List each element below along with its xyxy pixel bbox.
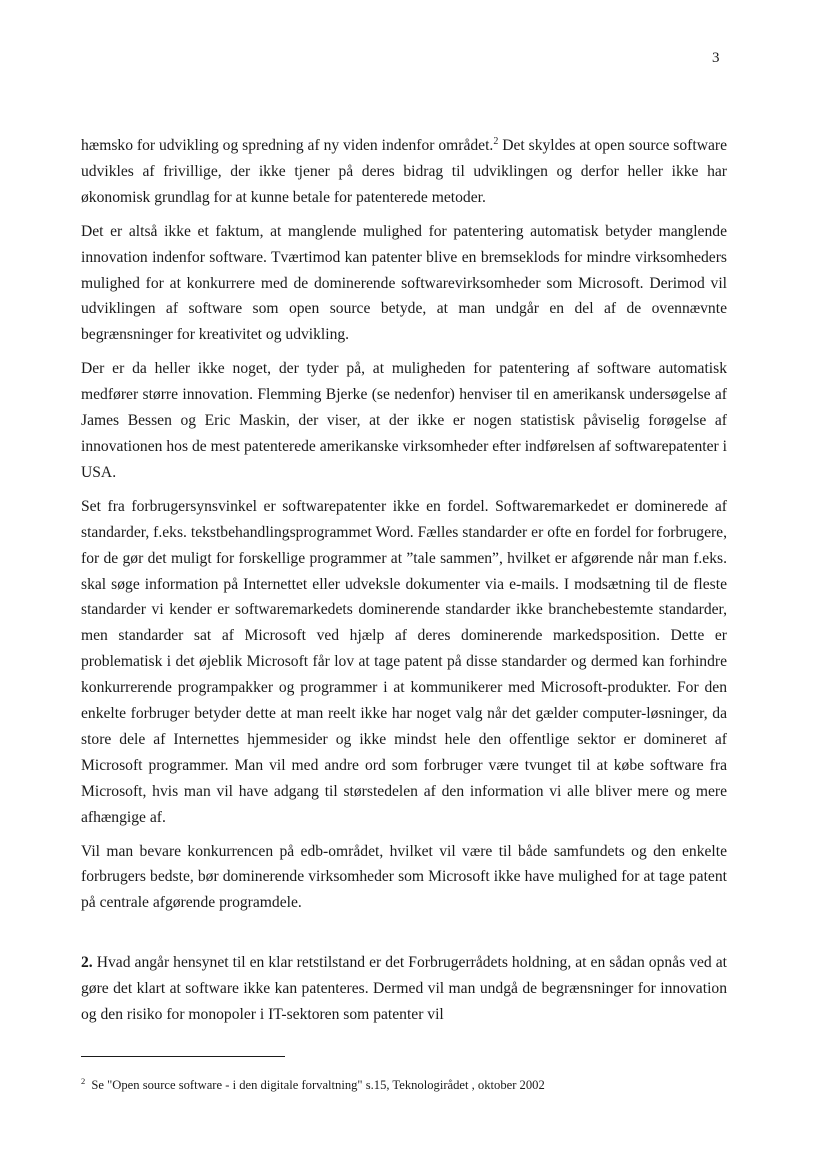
footnote-divider — [81, 1056, 285, 1057]
page-number: 3 — [712, 50, 720, 66]
paragraph-1-text-after-ref: Det skyldes at open source software udvikles af frivillige, der ikke tjener på deres bidrag til udviklingen og derfor heller ikke har økonomisk grundlag for at kunne betale for patenterede metoder. — [81, 137, 727, 206]
footnote — [81, 1076, 727, 1094]
paragraph-1 — [81, 133, 727, 211]
body-text — [81, 133, 727, 1036]
paragraph-3: Der er da heller ikke noget, der tyder på, at muligheden for patentering af software automatisk medfører større innovation. Flemming Bjerke (se nedenfor) henviser til en amerikansk undersøgelse af James Bessen og Eric Maskin, der viser, at der ikke er nogen statistisk påviselig forøgelse af innovationen hos de mest patenterede amerikanske virksomheder efter indførelsen af softwarepatenter i USA. — [81, 360, 727, 481]
section-2-paragraph — [81, 950, 727, 1028]
section-2-text: Hvad angår hensynet til en klar retstilstand er det Forbrugerrådets holdning, at en sådan opnås ved at gøre det klart at software ikke kan patenteres. Dermed vil man undgå de begrænsninger for innovation og den risiko for monopoler i IT-sektoren som patenter vil — [81, 954, 727, 1024]
paragraph-1-text-before-ref: hæmsko for udvikling og spredning af ny viden indenfor området. — [81, 137, 494, 154]
footnote-text: Se "Open source software - i den digitale forvaltning" s.15, Teknologirådet , oktober 2002 — [88, 1078, 545, 1092]
footnote-number: 2 — [81, 1075, 86, 1086]
section-2-number: 2. — [81, 954, 93, 972]
paragraph-4: Set fra forbrugersynsvinkel er softwarepatenter ikke en fordel. Softwaremarkedet er dominerede af standarder, f.eks. tekstbehandlingsprogrammet Word. Fælles standarder er ofte en fordel for forbrugere, for de gør det muligt for forskellige programmer at ”tale sammen”, hvilket er afgørende når man f.eks. skal søge information på Internettet eller udveksle dokumenter via e-mails. I modsætning til de fleste standarder vi kender er softwaremarkedets dominerende standarder ikke branchebestemte standarder, men standarder sat af Microsoft ved hjælp af deres dominerende markedsposition. Dette er problematisk i det øjeblik Microsoft får lov at tage patent på disse standarder og dermed kan forhindre konkurrerende programpakker og programmer i at kommunikerer med Microsoft-produkter. For den enkelte forbruger betyder dette at man reelt ikke har noget valg når det gælder computer-løsninger, da store dele af Internettes hjemmesider og ikke mindst hele den offentlige sektor er domineret af Microsoft programmer. Man vil med andre ord som forbruger være tvunget til at købe software fra Microsoft, hvis man vil have adgang til størstedelen af den information vi alle bliver mere og mere afhængige af. — [81, 497, 727, 826]
paragraph-5: Vil man bevare konkurrencen på edb-området, hvilket vil være til både samfundets og den enkelte forbrugers bedste, bør dominerende virksomheder som Microsoft ikke have mulighed for at tage patent på centrale afgørende programdele. — [81, 842, 727, 912]
paragraph-2: Det er altså ikke et faktum, at manglende mulighed for patentering automatisk betyder manglende innovation indenfor software. Tværtimod kan patenter blive en bremseklods for mindre virksomheders mulighed for at konkurrere med de dominerende softwarevirksomheder som Microsoft. Derimod vil udviklingen af software som open source betyde, at man undgår en del af de ovennævnte begrænsninger for kreativitet og udvikling. — [81, 222, 727, 344]
footnote-reference: 2 — [493, 135, 499, 147]
